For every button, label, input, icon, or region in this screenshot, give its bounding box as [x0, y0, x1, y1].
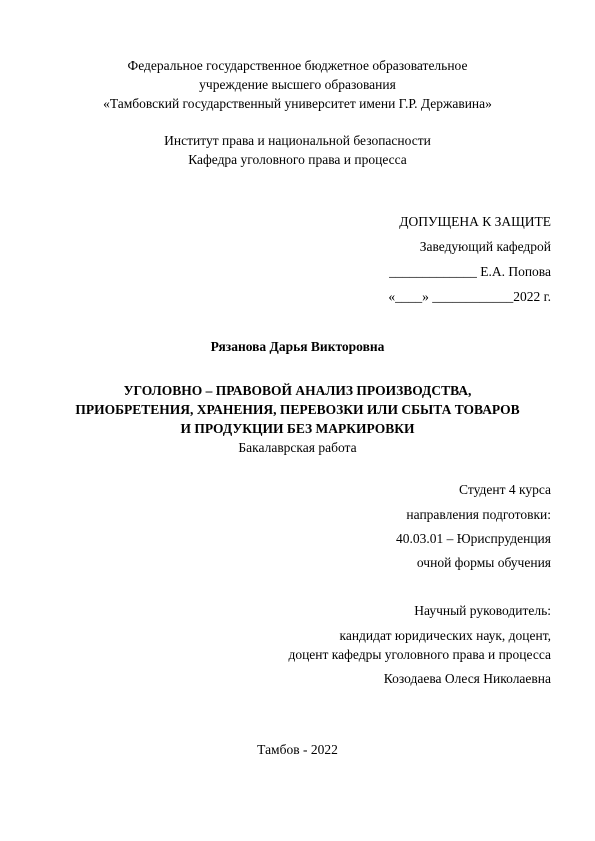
department-name: Кафедра уголовного права и процесса [188, 152, 407, 167]
header-line-1: Федеральное государственное бюджетное образовательное [127, 58, 468, 73]
header-line-2: учреждение высшего образования [199, 77, 396, 92]
student-course: Студент 4 курса [459, 482, 551, 497]
institute-name: Институт права и национальной безопасности [164, 133, 431, 148]
work-title-line-3: И ПРОДУКЦИИ БЕЗ МАРКИРОВКИ [180, 421, 415, 436]
supervisor-label: Научный руководитель: [414, 603, 551, 618]
supervisor-name: Козодаева Олеся Николаевна [383, 671, 551, 686]
university-name: «Тамбовский государственный университет имени Г.Р. Державина» [103, 96, 492, 111]
student-direction: 40.03.01 – Юриспруденция [395, 531, 551, 546]
supervisor-position: доцент кафедры уголовного права и процесса [288, 647, 551, 662]
supervisor-degree: кандидат юридических наук, доцент, [339, 628, 551, 643]
approval-position: Заведующий кафедрой [419, 239, 551, 254]
work-title-line-2: ПРИОБРЕТЕНИЯ, ХРАНЕНИЯ, ПЕРЕВОЗКИ ИЛИ СБЫТА ТОВАРОВ [75, 402, 520, 417]
approval-signature: _____________ Е.А. Попова [389, 264, 551, 279]
author-name: Рязанова Дарья Викторовна [210, 339, 385, 354]
work-title-line-1: УГОЛОВНО – ПРАВОВОЙ АНАЛИЗ ПРОИЗВОДСТВА, [123, 383, 472, 398]
approval-title: ДОПУЩЕНА К ЗАЩИТЕ [399, 214, 551, 229]
approval-date: «____» ____________2022 г. [388, 289, 551, 304]
student-direction-label: направления подготовки: [406, 507, 551, 522]
work-type: Бакалаврская работа [238, 440, 357, 455]
footer-city-year: Тамбов - 2022 [257, 742, 338, 757]
student-form: очной формы обучения [416, 555, 551, 570]
